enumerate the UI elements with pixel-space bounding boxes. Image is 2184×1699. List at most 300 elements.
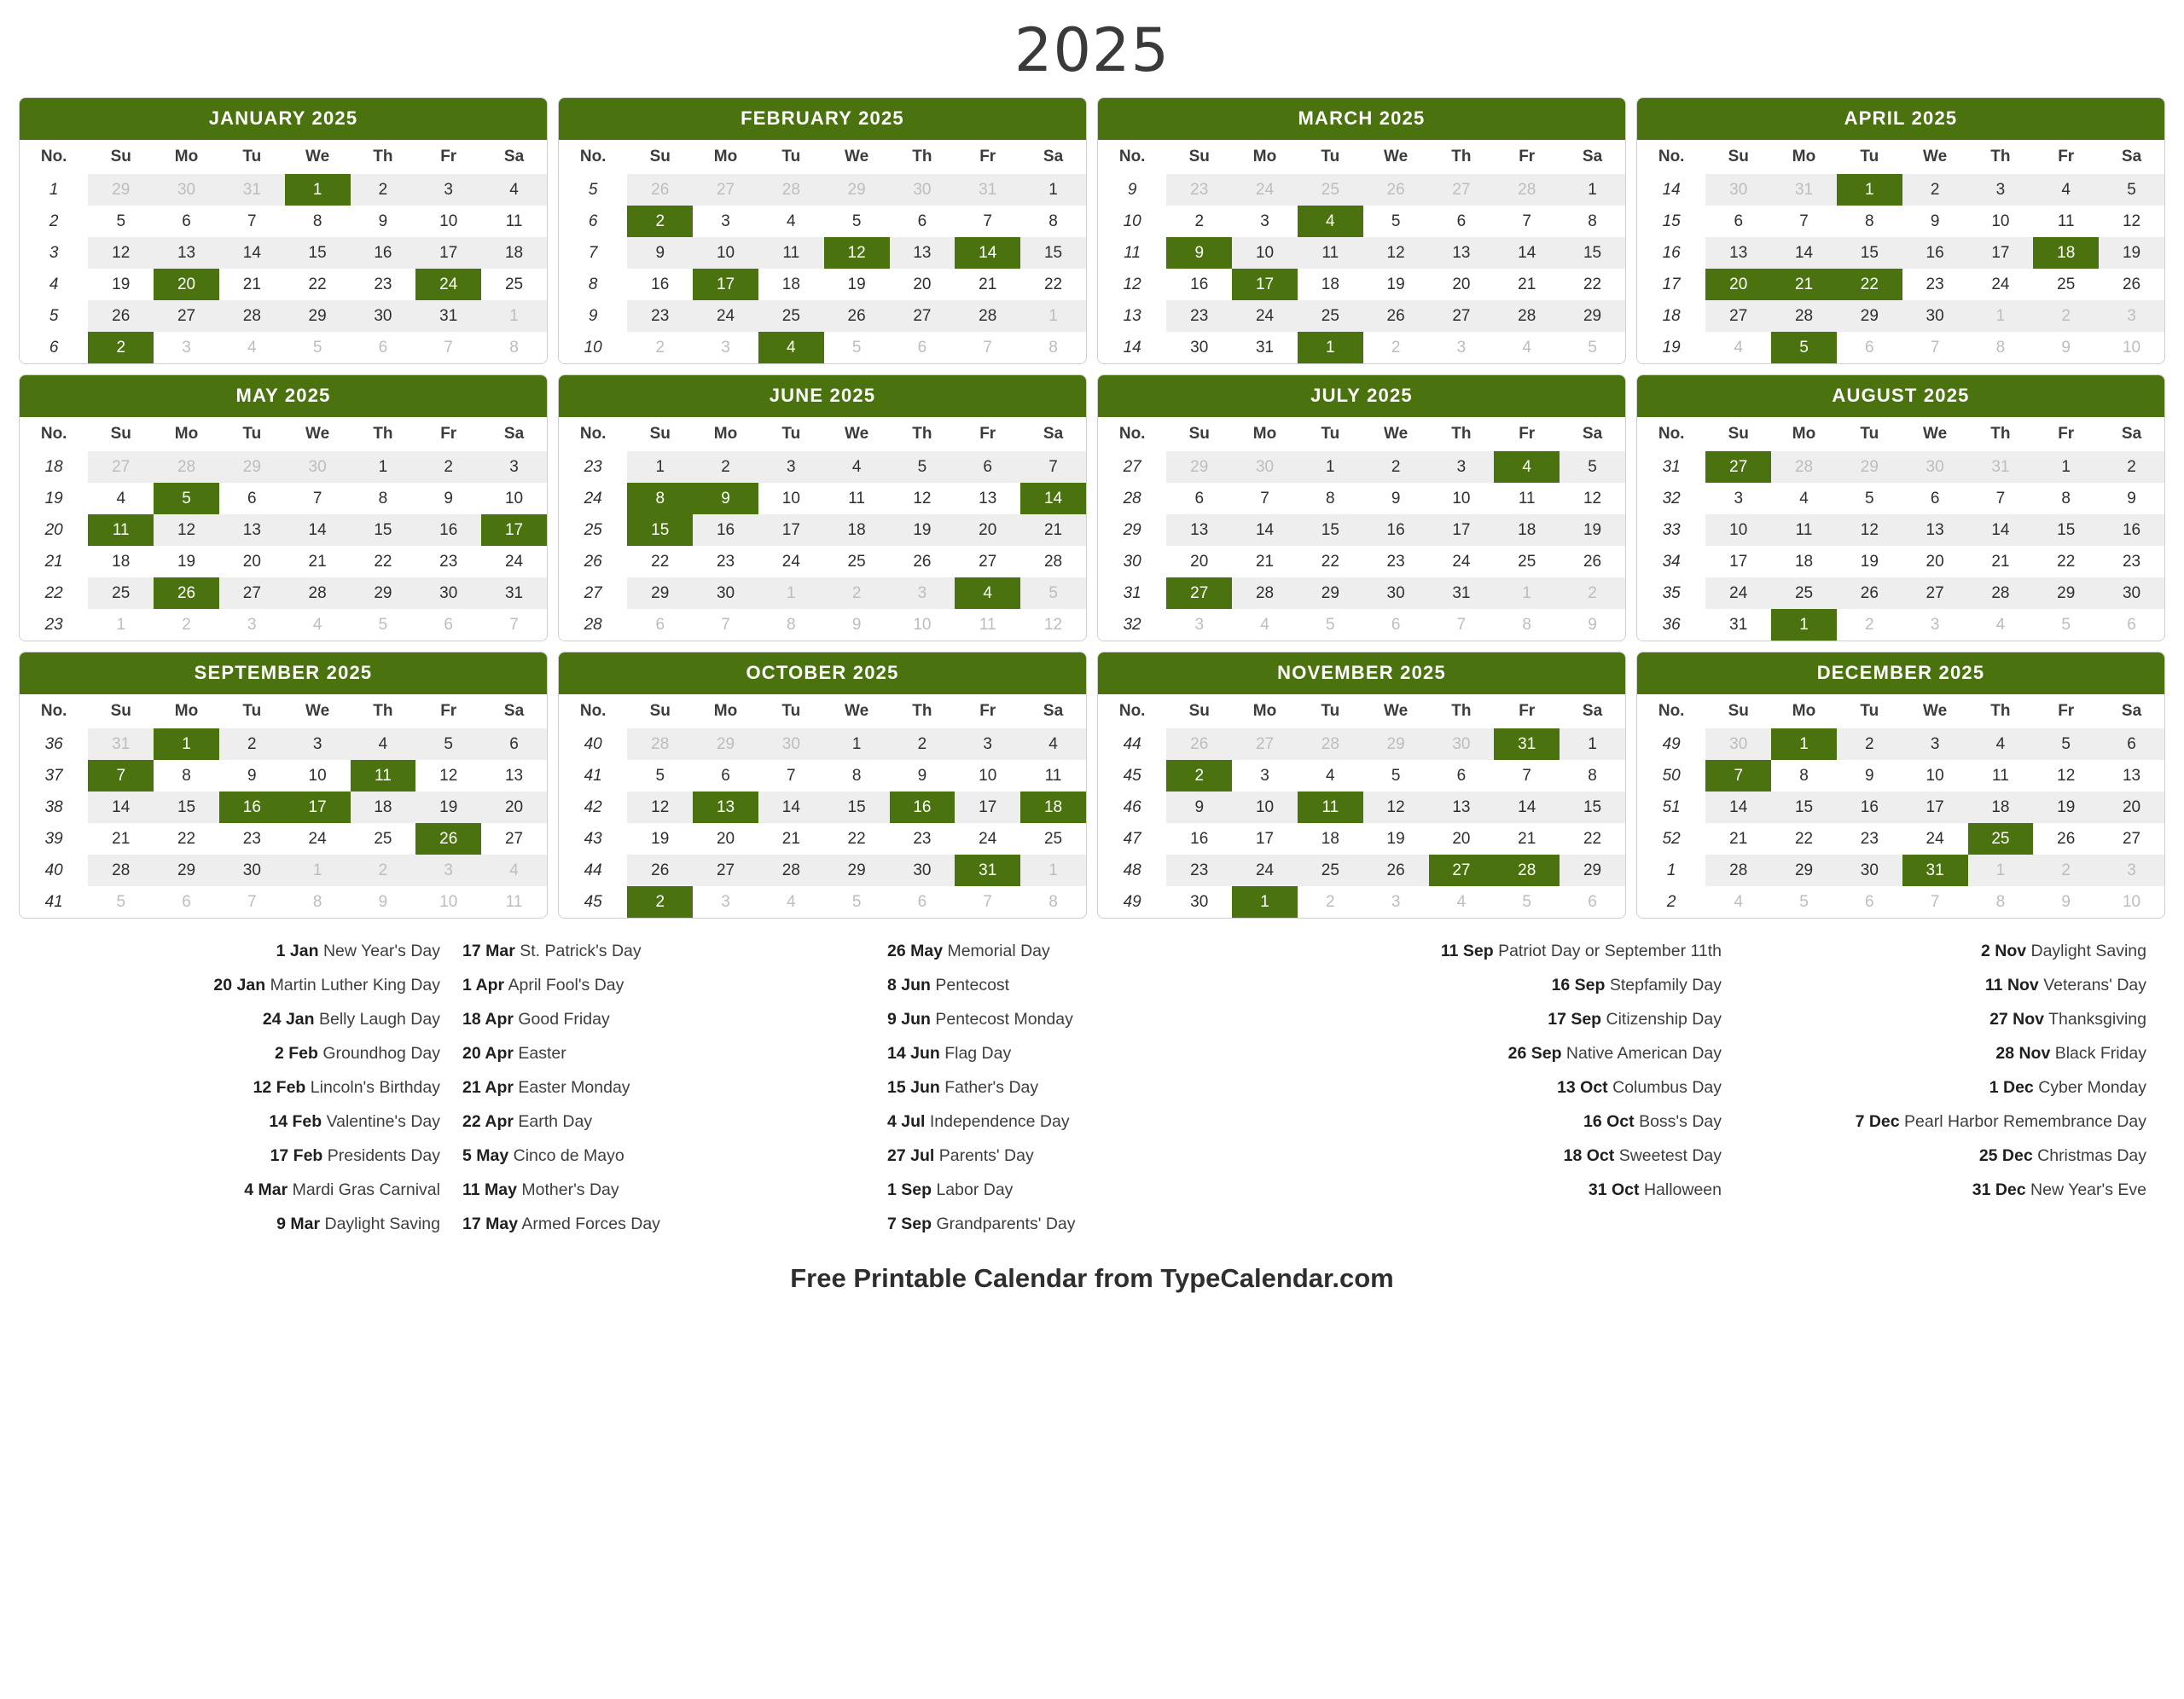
day-cell[interactable] (1902, 577, 1968, 609)
day-cell[interactable] (955, 886, 1020, 918)
day-cell[interactable] (1494, 514, 1560, 546)
day-cell[interactable] (1232, 174, 1298, 206)
day-cell[interactable] (154, 823, 219, 855)
day-cell[interactable] (1363, 577, 1429, 609)
day-cell[interactable] (955, 546, 1020, 577)
day-cell[interactable] (1837, 451, 1902, 483)
day-cell[interactable] (2099, 823, 2164, 855)
day-cell[interactable] (1902, 332, 1968, 363)
day-cell[interactable] (758, 206, 824, 237)
day-cell[interactable] (1232, 269, 1298, 300)
day-cell[interactable] (1429, 855, 1495, 886)
day-cell[interactable] (1363, 332, 1429, 363)
day-cell[interactable] (1166, 823, 1232, 855)
day-cell[interactable] (219, 792, 285, 823)
day-cell[interactable] (1166, 451, 1232, 483)
day-cell[interactable] (1771, 269, 1837, 300)
day-cell[interactable] (2033, 514, 2099, 546)
day-cell[interactable] (1232, 300, 1298, 332)
day-cell[interactable] (1771, 855, 1837, 886)
day-cell[interactable] (351, 546, 416, 577)
day-cell[interactable] (890, 332, 956, 363)
day-cell[interactable] (1560, 237, 1625, 269)
day-cell[interactable] (758, 886, 824, 918)
day-cell[interactable] (154, 886, 219, 918)
day-cell[interactable] (1837, 206, 1902, 237)
day-cell[interactable] (2033, 609, 2099, 641)
day-cell[interactable] (1968, 269, 2034, 300)
day-cell[interactable] (481, 237, 547, 269)
day-cell[interactable] (285, 269, 351, 300)
day-cell[interactable] (1705, 886, 1771, 918)
day-cell[interactable] (1560, 174, 1625, 206)
day-cell[interactable] (627, 237, 693, 269)
day-cell[interactable] (955, 332, 1020, 363)
day-cell[interactable] (285, 823, 351, 855)
day-cell[interactable] (1232, 728, 1298, 760)
day-cell[interactable] (1363, 174, 1429, 206)
day-cell[interactable] (1020, 206, 1086, 237)
day-cell[interactable] (693, 451, 758, 483)
day-cell[interactable] (1705, 332, 1771, 363)
day-cell[interactable] (627, 760, 693, 792)
day-cell[interactable] (627, 609, 693, 641)
day-cell[interactable] (1494, 174, 1560, 206)
day-cell[interactable] (1837, 823, 1902, 855)
day-cell[interactable] (1298, 855, 1363, 886)
day-cell[interactable] (693, 269, 758, 300)
day-cell[interactable] (1705, 577, 1771, 609)
day-cell[interactable] (1298, 300, 1363, 332)
day-cell[interactable] (415, 300, 481, 332)
day-cell[interactable] (285, 451, 351, 483)
day-cell[interactable] (154, 609, 219, 641)
day-cell[interactable] (890, 577, 956, 609)
day-cell[interactable] (1363, 823, 1429, 855)
day-cell[interactable] (88, 206, 154, 237)
day-cell[interactable] (955, 300, 1020, 332)
day-cell[interactable] (154, 206, 219, 237)
day-cell[interactable] (2033, 886, 2099, 918)
day-cell[interactable] (481, 728, 547, 760)
day-cell[interactable] (351, 514, 416, 546)
day-cell[interactable] (1020, 792, 1086, 823)
day-cell[interactable] (1837, 483, 1902, 514)
day-cell[interactable] (1968, 546, 2034, 577)
day-cell[interactable] (627, 300, 693, 332)
day-cell[interactable] (88, 514, 154, 546)
day-cell[interactable] (1363, 269, 1429, 300)
day-cell[interactable] (415, 483, 481, 514)
day-cell[interactable] (1363, 451, 1429, 483)
day-cell[interactable] (824, 332, 890, 363)
day-cell[interactable] (351, 451, 416, 483)
day-cell[interactable] (1837, 886, 1902, 918)
day-cell[interactable] (415, 269, 481, 300)
day-cell[interactable] (2099, 483, 2164, 514)
day-cell[interactable] (955, 514, 1020, 546)
day-cell[interactable] (285, 174, 351, 206)
day-cell[interactable] (2099, 269, 2164, 300)
day-cell[interactable] (1298, 514, 1363, 546)
day-cell[interactable] (219, 855, 285, 886)
day-cell[interactable] (154, 451, 219, 483)
day-cell[interactable] (2033, 546, 2099, 577)
day-cell[interactable] (1705, 855, 1771, 886)
day-cell[interactable] (481, 206, 547, 237)
day-cell[interactable] (1705, 792, 1771, 823)
day-cell[interactable] (1560, 514, 1625, 546)
day-cell[interactable] (693, 300, 758, 332)
day-cell[interactable] (219, 728, 285, 760)
day-cell[interactable] (2099, 760, 2164, 792)
day-cell[interactable] (2033, 855, 2099, 886)
day-cell[interactable] (351, 728, 416, 760)
day-cell[interactable] (824, 237, 890, 269)
day-cell[interactable] (1494, 206, 1560, 237)
day-cell[interactable] (219, 546, 285, 577)
day-cell[interactable] (1560, 823, 1625, 855)
day-cell[interactable] (1968, 728, 2034, 760)
day-cell[interactable] (154, 300, 219, 332)
day-cell[interactable] (351, 823, 416, 855)
day-cell[interactable] (955, 577, 1020, 609)
day-cell[interactable] (1494, 300, 1560, 332)
day-cell[interactable] (1902, 300, 1968, 332)
day-cell[interactable] (1902, 760, 1968, 792)
day-cell[interactable] (693, 483, 758, 514)
day-cell[interactable] (1494, 577, 1560, 609)
day-cell[interactable] (2099, 728, 2164, 760)
day-cell[interactable] (1705, 823, 1771, 855)
day-cell[interactable] (415, 855, 481, 886)
day-cell[interactable] (1837, 300, 1902, 332)
day-cell[interactable] (481, 760, 547, 792)
day-cell[interactable] (824, 792, 890, 823)
day-cell[interactable] (824, 174, 890, 206)
day-cell[interactable] (1363, 609, 1429, 641)
day-cell[interactable] (1232, 855, 1298, 886)
day-cell[interactable] (1298, 886, 1363, 918)
day-cell[interactable] (154, 332, 219, 363)
day-cell[interactable] (1837, 514, 1902, 546)
day-cell[interactable] (955, 206, 1020, 237)
day-cell[interactable] (481, 792, 547, 823)
day-cell[interactable] (88, 760, 154, 792)
day-cell[interactable] (1020, 269, 1086, 300)
day-cell[interactable] (1560, 269, 1625, 300)
day-cell[interactable] (1902, 728, 1968, 760)
day-cell[interactable] (88, 451, 154, 483)
day-cell[interactable] (627, 206, 693, 237)
day-cell[interactable] (627, 577, 693, 609)
day-cell[interactable] (1429, 174, 1495, 206)
day-cell[interactable] (1363, 237, 1429, 269)
day-cell[interactable] (1232, 451, 1298, 483)
day-cell[interactable] (693, 577, 758, 609)
day-cell[interactable] (2099, 332, 2164, 363)
day-cell[interactable] (1771, 514, 1837, 546)
day-cell[interactable] (1429, 577, 1495, 609)
day-cell[interactable] (955, 174, 1020, 206)
day-cell[interactable] (2033, 792, 2099, 823)
day-cell[interactable] (693, 760, 758, 792)
day-cell[interactable] (481, 577, 547, 609)
day-cell[interactable] (88, 332, 154, 363)
day-cell[interactable] (890, 174, 956, 206)
day-cell[interactable] (2099, 451, 2164, 483)
day-cell[interactable] (693, 792, 758, 823)
day-cell[interactable] (1232, 483, 1298, 514)
day-cell[interactable] (1166, 546, 1232, 577)
day-cell[interactable] (285, 577, 351, 609)
day-cell[interactable] (627, 855, 693, 886)
day-cell[interactable] (2099, 855, 2164, 886)
day-cell[interactable] (758, 823, 824, 855)
day-cell[interactable] (2033, 760, 2099, 792)
day-cell[interactable] (285, 514, 351, 546)
day-cell[interactable] (415, 886, 481, 918)
day-cell[interactable] (824, 855, 890, 886)
day-cell[interactable] (2033, 269, 2099, 300)
day-cell[interactable] (1902, 546, 1968, 577)
day-cell[interactable] (415, 451, 481, 483)
day-cell[interactable] (758, 237, 824, 269)
day-cell[interactable] (351, 577, 416, 609)
day-cell[interactable] (1705, 237, 1771, 269)
day-cell[interactable] (627, 269, 693, 300)
day-cell[interactable] (890, 300, 956, 332)
day-cell[interactable] (88, 886, 154, 918)
day-cell[interactable] (1705, 483, 1771, 514)
day-cell[interactable] (1968, 206, 2034, 237)
day-cell[interactable] (1298, 174, 1363, 206)
day-cell[interactable] (415, 237, 481, 269)
day-cell[interactable] (1968, 760, 2034, 792)
day-cell[interactable] (890, 269, 956, 300)
day-cell[interactable] (627, 451, 693, 483)
day-cell[interactable] (890, 792, 956, 823)
day-cell[interactable] (88, 546, 154, 577)
day-cell[interactable] (1837, 792, 1902, 823)
day-cell[interactable] (1020, 728, 1086, 760)
day-cell[interactable] (824, 577, 890, 609)
day-cell[interactable] (824, 609, 890, 641)
day-cell[interactable] (758, 174, 824, 206)
day-cell[interactable] (1429, 451, 1495, 483)
day-cell[interactable] (1166, 332, 1232, 363)
day-cell[interactable] (1968, 792, 2034, 823)
day-cell[interactable] (1771, 174, 1837, 206)
day-cell[interactable] (627, 792, 693, 823)
day-cell[interactable] (955, 792, 1020, 823)
day-cell[interactable] (285, 546, 351, 577)
day-cell[interactable] (88, 728, 154, 760)
day-cell[interactable] (1902, 792, 1968, 823)
day-cell[interactable] (1232, 760, 1298, 792)
day-cell[interactable] (1771, 451, 1837, 483)
day-cell[interactable] (890, 237, 956, 269)
day-cell[interactable] (1363, 546, 1429, 577)
day-cell[interactable] (890, 451, 956, 483)
day-cell[interactable] (481, 174, 547, 206)
day-cell[interactable] (890, 546, 956, 577)
day-cell[interactable] (481, 300, 547, 332)
day-cell[interactable] (1837, 577, 1902, 609)
day-cell[interactable] (1020, 823, 1086, 855)
day-cell[interactable] (285, 728, 351, 760)
day-cell[interactable] (481, 332, 547, 363)
day-cell[interactable] (758, 300, 824, 332)
day-cell[interactable] (693, 546, 758, 577)
day-cell[interactable] (1494, 728, 1560, 760)
day-cell[interactable] (824, 514, 890, 546)
day-cell[interactable] (1298, 792, 1363, 823)
day-cell[interactable] (481, 269, 547, 300)
day-cell[interactable] (481, 451, 547, 483)
day-cell[interactable] (758, 332, 824, 363)
day-cell[interactable] (824, 451, 890, 483)
day-cell[interactable] (1166, 237, 1232, 269)
day-cell[interactable] (1232, 792, 1298, 823)
day-cell[interactable] (1968, 577, 2034, 609)
day-cell[interactable] (1494, 760, 1560, 792)
day-cell[interactable] (824, 483, 890, 514)
day-cell[interactable] (1494, 269, 1560, 300)
day-cell[interactable] (955, 728, 1020, 760)
day-cell[interactable] (1705, 451, 1771, 483)
day-cell[interactable] (2033, 237, 2099, 269)
day-cell[interactable] (351, 886, 416, 918)
day-cell[interactable] (1166, 760, 1232, 792)
day-cell[interactable] (1771, 609, 1837, 641)
day-cell[interactable] (890, 483, 956, 514)
day-cell[interactable] (1298, 237, 1363, 269)
day-cell[interactable] (1771, 546, 1837, 577)
day-cell[interactable] (1560, 546, 1625, 577)
day-cell[interactable] (758, 451, 824, 483)
day-cell[interactable] (2033, 332, 2099, 363)
day-cell[interactable] (824, 760, 890, 792)
day-cell[interactable] (1363, 206, 1429, 237)
day-cell[interactable] (154, 577, 219, 609)
day-cell[interactable] (351, 206, 416, 237)
day-cell[interactable] (1298, 451, 1363, 483)
day-cell[interactable] (2099, 577, 2164, 609)
day-cell[interactable] (351, 760, 416, 792)
day-cell[interactable] (955, 855, 1020, 886)
day-cell[interactable] (351, 792, 416, 823)
day-cell[interactable] (1837, 269, 1902, 300)
day-cell[interactable] (1771, 237, 1837, 269)
day-cell[interactable] (1298, 206, 1363, 237)
day-cell[interactable] (2099, 237, 2164, 269)
day-cell[interactable] (1429, 206, 1495, 237)
day-cell[interactable] (1494, 855, 1560, 886)
day-cell[interactable] (627, 546, 693, 577)
day-cell[interactable] (627, 823, 693, 855)
day-cell[interactable] (154, 728, 219, 760)
day-cell[interactable] (1298, 823, 1363, 855)
day-cell[interactable] (1771, 728, 1837, 760)
day-cell[interactable] (1429, 886, 1495, 918)
day-cell[interactable] (1560, 855, 1625, 886)
day-cell[interactable] (88, 855, 154, 886)
day-cell[interactable] (627, 332, 693, 363)
day-cell[interactable] (219, 174, 285, 206)
day-cell[interactable] (88, 269, 154, 300)
day-cell[interactable] (285, 609, 351, 641)
day-cell[interactable] (824, 823, 890, 855)
day-cell[interactable] (1429, 483, 1495, 514)
day-cell[interactable] (415, 792, 481, 823)
day-cell[interactable] (154, 855, 219, 886)
day-cell[interactable] (1560, 760, 1625, 792)
day-cell[interactable] (1166, 855, 1232, 886)
day-cell[interactable] (285, 300, 351, 332)
day-cell[interactable] (1494, 546, 1560, 577)
day-cell[interactable] (693, 823, 758, 855)
day-cell[interactable] (1771, 886, 1837, 918)
day-cell[interactable] (955, 760, 1020, 792)
day-cell[interactable] (1837, 760, 1902, 792)
day-cell[interactable] (2033, 174, 2099, 206)
day-cell[interactable] (1968, 514, 2034, 546)
day-cell[interactable] (2099, 174, 2164, 206)
day-cell[interactable] (351, 483, 416, 514)
day-cell[interactable] (1560, 300, 1625, 332)
day-cell[interactable] (955, 269, 1020, 300)
day-cell[interactable] (2033, 823, 2099, 855)
day-cell[interactable] (351, 174, 416, 206)
day-cell[interactable] (88, 823, 154, 855)
day-cell[interactable] (1363, 855, 1429, 886)
day-cell[interactable] (351, 855, 416, 886)
day-cell[interactable] (1560, 728, 1625, 760)
day-cell[interactable] (219, 577, 285, 609)
day-cell[interactable] (1298, 760, 1363, 792)
day-cell[interactable] (1429, 332, 1495, 363)
day-cell[interactable] (1429, 792, 1495, 823)
day-cell[interactable] (481, 546, 547, 577)
day-cell[interactable] (415, 577, 481, 609)
day-cell[interactable] (1902, 823, 1968, 855)
day-cell[interactable] (415, 546, 481, 577)
day-cell[interactable] (2099, 514, 2164, 546)
day-cell[interactable] (219, 760, 285, 792)
day-cell[interactable] (154, 760, 219, 792)
day-cell[interactable] (758, 514, 824, 546)
day-cell[interactable] (758, 760, 824, 792)
day-cell[interactable] (481, 823, 547, 855)
day-cell[interactable] (1020, 855, 1086, 886)
day-cell[interactable] (1968, 609, 2034, 641)
day-cell[interactable] (1232, 237, 1298, 269)
day-cell[interactable] (1232, 546, 1298, 577)
day-cell[interactable] (758, 577, 824, 609)
day-cell[interactable] (955, 823, 1020, 855)
day-cell[interactable] (2033, 206, 2099, 237)
day-cell[interactable] (1771, 300, 1837, 332)
day-cell[interactable] (1298, 577, 1363, 609)
day-cell[interactable] (1494, 451, 1560, 483)
day-cell[interactable] (154, 514, 219, 546)
day-cell[interactable] (219, 514, 285, 546)
day-cell[interactable] (693, 609, 758, 641)
day-cell[interactable] (1705, 760, 1771, 792)
day-cell[interactable] (627, 174, 693, 206)
day-cell[interactable] (351, 269, 416, 300)
